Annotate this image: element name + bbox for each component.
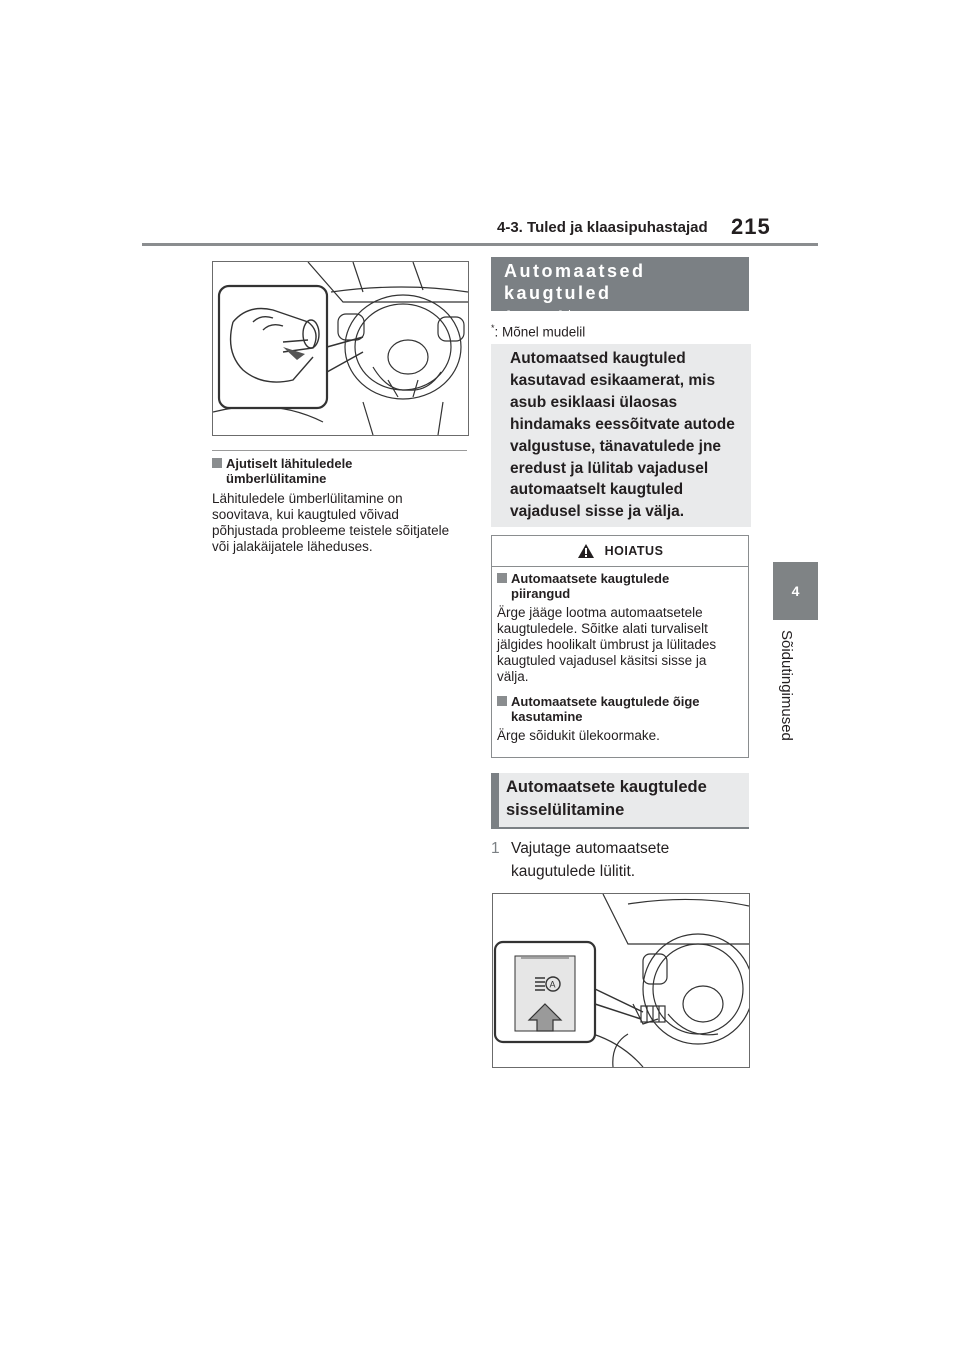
svg-text:A: A: [549, 979, 556, 990]
lever-illustration: [212, 261, 469, 436]
chapter-label-text: Sõidutingimused: [778, 630, 795, 741]
lever-drawing: [213, 262, 468, 435]
warning-item2-heading: Automaatsete kaugtulede õige kasutamine: [497, 694, 745, 724]
chapter-label: [778, 630, 812, 760]
subsection-heading-activation: Automaatsete kaugtulede sisselülitamine: [491, 773, 749, 829]
warning-box: [491, 535, 749, 758]
ahb-switch-illustration: [492, 893, 750, 1068]
step-number: 1: [491, 840, 500, 857]
warning-item2-text: Ärge sõidukit ülekoormake.: [497, 728, 660, 743]
ahb-switch-drawing: [493, 894, 749, 1067]
page-number: 215: [731, 214, 771, 239]
section-heading-ahb: Automaatsed kaugtuled (AHB)*: [491, 257, 749, 311]
section-title: 4-3. Tuled ja klaasipuhastajad: [497, 219, 708, 236]
warning-header: HOIATUS: [492, 536, 748, 567]
step-1: 1 Vajutage automaatsete kaugutulede lülitit.: [491, 837, 751, 883]
square-bullet-icon: [497, 573, 507, 583]
square-bullet-icon: [212, 458, 222, 468]
summary-box: Automaatsed kaugtuled kasutavad esikaamerat, mis asub esiklaasi ülaosas hindamaks eessõitvate autode valgustuse, tänavatulede jne eredust ja lülitab vajadusel automaatselt kaugtuled vajadusel sisse ja välja.: [491, 344, 751, 527]
warning-item1-text: Ärge jääge lootma automaatsetele kaugtuledele. Sõitke alati turvaliselt jälgides hoolikalt ümbrust ja lülitades kaugtuled vajadusel käsitsi sisse ja välja.: [497, 605, 717, 684]
warning-item1-heading: Automaatsete kaugtulede piirangud: [497, 571, 745, 601]
subheading-temporary-low-beam: Ajutiselt lähituledele ümberlülitamine: [212, 456, 472, 486]
square-bullet-icon: [497, 696, 507, 706]
header-rule: [142, 243, 818, 246]
footnote: *: Mõnel mudelil: [491, 323, 586, 340]
chapter-tab: 4: [773, 562, 818, 620]
divider: [212, 450, 467, 451]
warning-triangle-icon: [577, 543, 595, 559]
low-beam-paragraph: Lähituledele ümberlülitamine on soovitava, kui kaugtuled võivad põhjustada probleeme teistele sõitjatele või jalakäijatele läheduses.: [212, 491, 450, 554]
lever-inset: [219, 286, 327, 408]
